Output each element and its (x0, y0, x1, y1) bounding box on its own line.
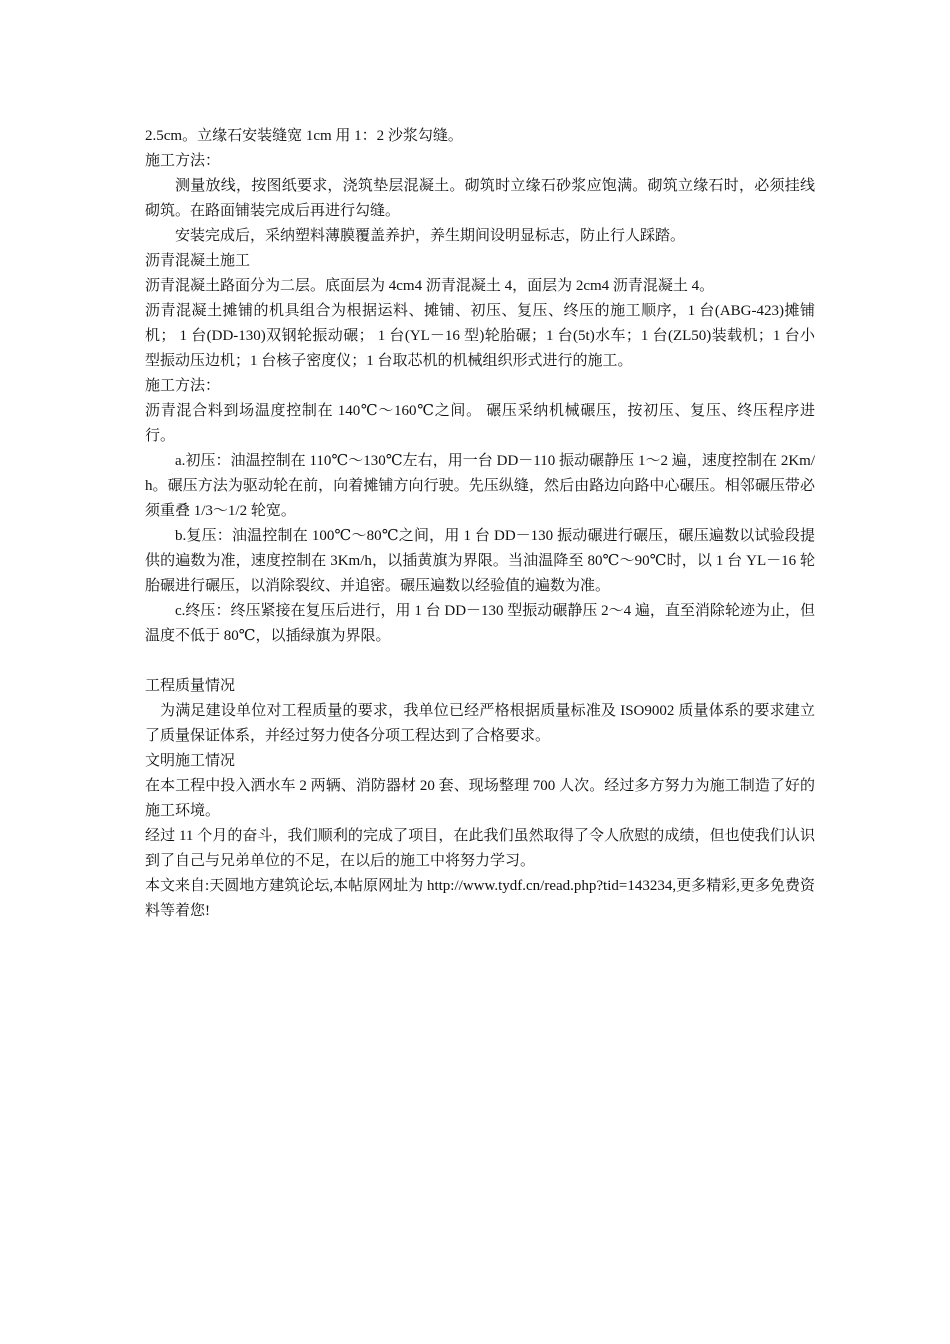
document-page (145, 124, 815, 924)
paragraph-source: 本文来自:天圆地方建筑论坛,本帖原网址为 http://www.tydf.cn/read.php?tid=143234,更多精彩,更多免费资料等着您! (145, 878, 815, 919)
paragraph-quality: 为满足建设单位对工程质量的要求，我单位已经严格根据质量标准及 ISO9002 质量体系的要求建立了质量保证体系，并经过努力使各分项工程达到了合格要求。 (145, 703, 815, 744)
paragraph-asphalt-layers: 沥青混凝土路面分为二层。底面层为 4cm4 沥青混凝土 4，面层为 2cm4 沥青混凝土 4。 (145, 278, 715, 294)
paragraph-conclusion: 经过 11 个月的奋斗，我们顺利的完成了项目，在此我们虽然取得了令人欣慰的成绩，但也使我们认识到了自己与兄弟单位的不足，在以后的施工中将努力学习。 (145, 828, 815, 869)
paragraph-equipment: 沥青混凝土摊铺的机具组合为根据运料、摊铺、初压、复压、终压的施工顺序，1 台(ABG-423)摊铺机； 1 台(DD-130)双钢轮振动碾； 1 台(YL－16 型)轮胎碾；1 台(5t)水车；1 台(ZL50)装载机；1 台小型振动压边机；1 台核子密度仪；1 台取芯机的机械组织形式进行的施工。 (145, 303, 815, 369)
blank-line (145, 649, 815, 674)
paragraph-civilized-construction: 在本工程中投入洒水车 2 两辆、消防器材 20 套、现场整理 700 人次。经过多方努力为施工制造了好的施工环境。 (145, 778, 815, 819)
heading-asphalt-construction: 沥青混凝土施工 (145, 253, 251, 269)
heading-civilized-construction: 文明施工情况 (145, 753, 236, 769)
heading-construction-method-2: 施工方法： (145, 378, 221, 394)
heading-construction-method-1: 施工方法： (145, 153, 221, 169)
heading-quality: 工程质量情况 (145, 678, 236, 694)
paragraph-initial-rolling: a.初压：油温控制在 110℃～130℃左右，用一台 DD－110 振动碾静压 1～2 遍，速度控制在 2Km/h。碾压方法为驱动轮在前，向着摊铺方向行驶。先压纵缝，然后由路边向路中心碾压。相邻碾压带必须重叠 1/3～1/2 轮宽。 (145, 453, 815, 519)
paragraph-secondary-rolling: b.复压：油温控制在 100℃～80℃之间，用 1 台 DD－130 振动碾进行碾压，碾压遍数以试验段提供的遍数为准，速度控制在 3Km/h，以插黄旗为界限。当油温降至 80℃～90℃时，以 1 台 YL－16 轮胎碾进行碾压，以消除裂纹、并追密。碾压遍数以经验值的遍数为准。 (145, 528, 815, 594)
paragraph-survey: 测量放线，按图纸要求，浇筑垫层混凝土。砌筑时立缘石砂浆应饱满。砌筑立缘石时，必须挂线砌筑。在路面铺装完成后再进行勾缝。 (145, 178, 815, 219)
paragraph-final-rolling: c.终压：终压紧接在复压后进行，用 1 台 DD－130 型振动碾静压 2～4 遍，直至消除轮迹为止，但温度不低于 80℃，以插绿旗为界限。 (145, 603, 815, 644)
paragraph-temperature: 沥青混合料到场温度控制在 140℃～160℃之间。 碾压采纳机械碾压，按初压、复压、终压程序进行。 (145, 403, 815, 444)
paragraph-curing: 安装完成后，采纳塑料薄膜覆盖养护，养生期间设明显标志，防止行人踩踏。 (175, 228, 686, 244)
paragraph-curb-joint: 2.5cm。立缘石安装缝宽 1cm 用 1：2 沙浆勾缝。 (145, 128, 463, 144)
